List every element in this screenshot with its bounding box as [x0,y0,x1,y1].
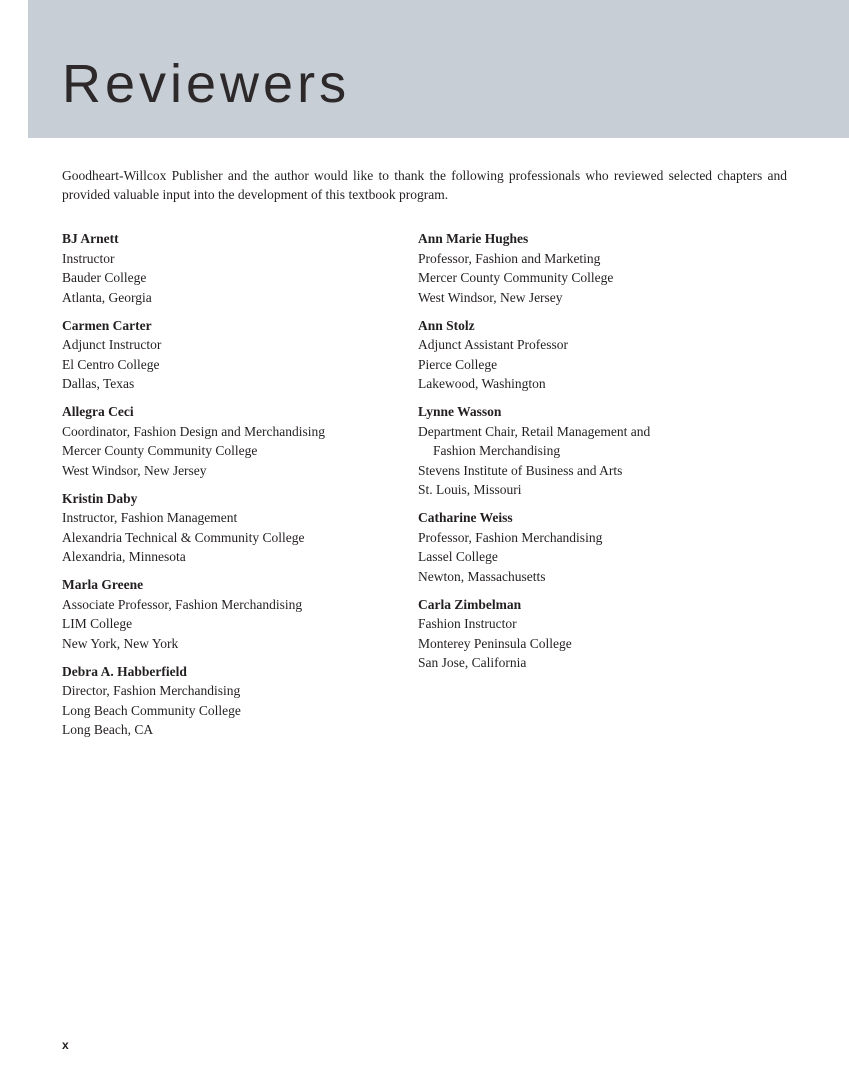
page-content [62,167,787,748]
reviewer-name: Kristin Daby [62,490,138,506]
reviewer-detail-line: New York, New York [62,635,179,651]
reviewer-entry [418,402,787,500]
reviewer-detail-line: West Windsor, New Jersey [418,289,563,305]
reviewer-detail-line: Alexandria Technical & Community College [62,529,305,545]
page-title: Reviewers [62,54,351,114]
reviewer-name: BJ Arnett [62,231,119,246]
reviewer-entry [62,316,418,394]
reviewer-name: Carmen Carter [62,317,152,333]
reviewer-name: Allegra Ceci [62,404,134,419]
reviewer-name: Ann Stolz [418,317,475,333]
reviewer-entry [62,489,418,567]
reviewer-entry [62,662,418,740]
reviewer-entry [418,508,787,586]
reviewer-detail-line: Instructor, Fashion Management [62,510,238,525]
reviewer-detail-line: San Jose, California [418,655,527,670]
reviewer-detail-line: Mercer County Community College [62,443,258,458]
reviewer-name: Catharine Weiss [418,510,513,525]
reviewer-detail-line: Fashion Instructor [418,616,517,631]
reviewer-detail-line: Dallas, Texas [62,376,135,391]
page-number: x [62,1038,69,1052]
intro-paragraph: Goodheart-Willcox Publisher and the author would like to thank the following professionals who reviewed selected chapters and provided valuable input into the development of this textbook program. [62,168,787,202]
reviewer-entry [62,402,418,480]
reviewer-entry [62,575,418,653]
reviewer-detail-line: Pierce College [418,356,498,372]
reviewer-detail-line: West Windsor, New Jersey [62,462,207,478]
reviewer-detail-line: Director, Fashion Merchandising [62,683,241,698]
reviewer-detail-line: Department Chair, Retail Management and [418,423,651,439]
reviewer-entry [418,229,787,307]
reviewer-detail-line: Lassel College [418,549,498,564]
reviewer-name: Ann Marie Hughes [418,231,529,246]
reviewer-name: Marla Greene [62,577,144,592]
reviewer-detail-line: Alexandria, Minnesota [62,549,186,564]
reviewer-columns [62,229,787,748]
reviewer-detail-line: Long Beach Community College [62,702,241,718]
chapter-banner [28,0,849,138]
reviewer-column-right [418,229,787,748]
reviewer-entry [418,595,787,673]
reviewer-detail-line: Bauder College [62,270,147,285]
reviewer-detail-line: St. Louis, Missouri [418,482,522,497]
reviewer-column-left [62,229,418,748]
reviewer-detail-line: Stevens Institute of Business and Arts [418,462,623,478]
reviewer-detail-line: Associate Professor, Fashion Merchandising [62,596,303,612]
reviewer-entry [418,316,787,394]
reviewer-name: Debra A. Habberfield [62,663,187,679]
reviewer-detail-line: Professor, Fashion Merchandising [418,529,603,545]
reviewer-detail-line: El Centro College [62,356,160,372]
reviewer-detail-line: Long Beach, CA [62,722,154,737]
reviewer-detail-line: Monterey Peninsula College [418,635,572,651]
reviewer-detail-line: Fashion Merchandising [433,443,561,458]
reviewer-detail-line: Coordinator, Fashion Design and Merchandising [62,423,326,439]
reviewer-detail-line: Professor, Fashion and Marketing [418,250,601,266]
reviewer-name: Carla Zimbelman [418,596,522,612]
reviewer-detail-line: LIM College [62,616,133,631]
reviewer-detail-line: Mercer County Community College [418,270,614,285]
reviewer-detail-line: Lakewood, Washington [418,376,546,391]
reviewer-entry [62,229,418,307]
reviewer-detail-line: Atlanta, Georgia [62,289,152,305]
reviewer-name: Lynne Wasson [418,404,502,419]
reviewer-detail-line: Adjunct Assistant Professor [418,337,568,352]
reviewer-detail-line: Instructor [62,250,115,266]
reviewer-detail-line: Adjunct Instructor [62,337,162,352]
reviewer-detail-line: Newton, Massachusetts [418,568,546,584]
